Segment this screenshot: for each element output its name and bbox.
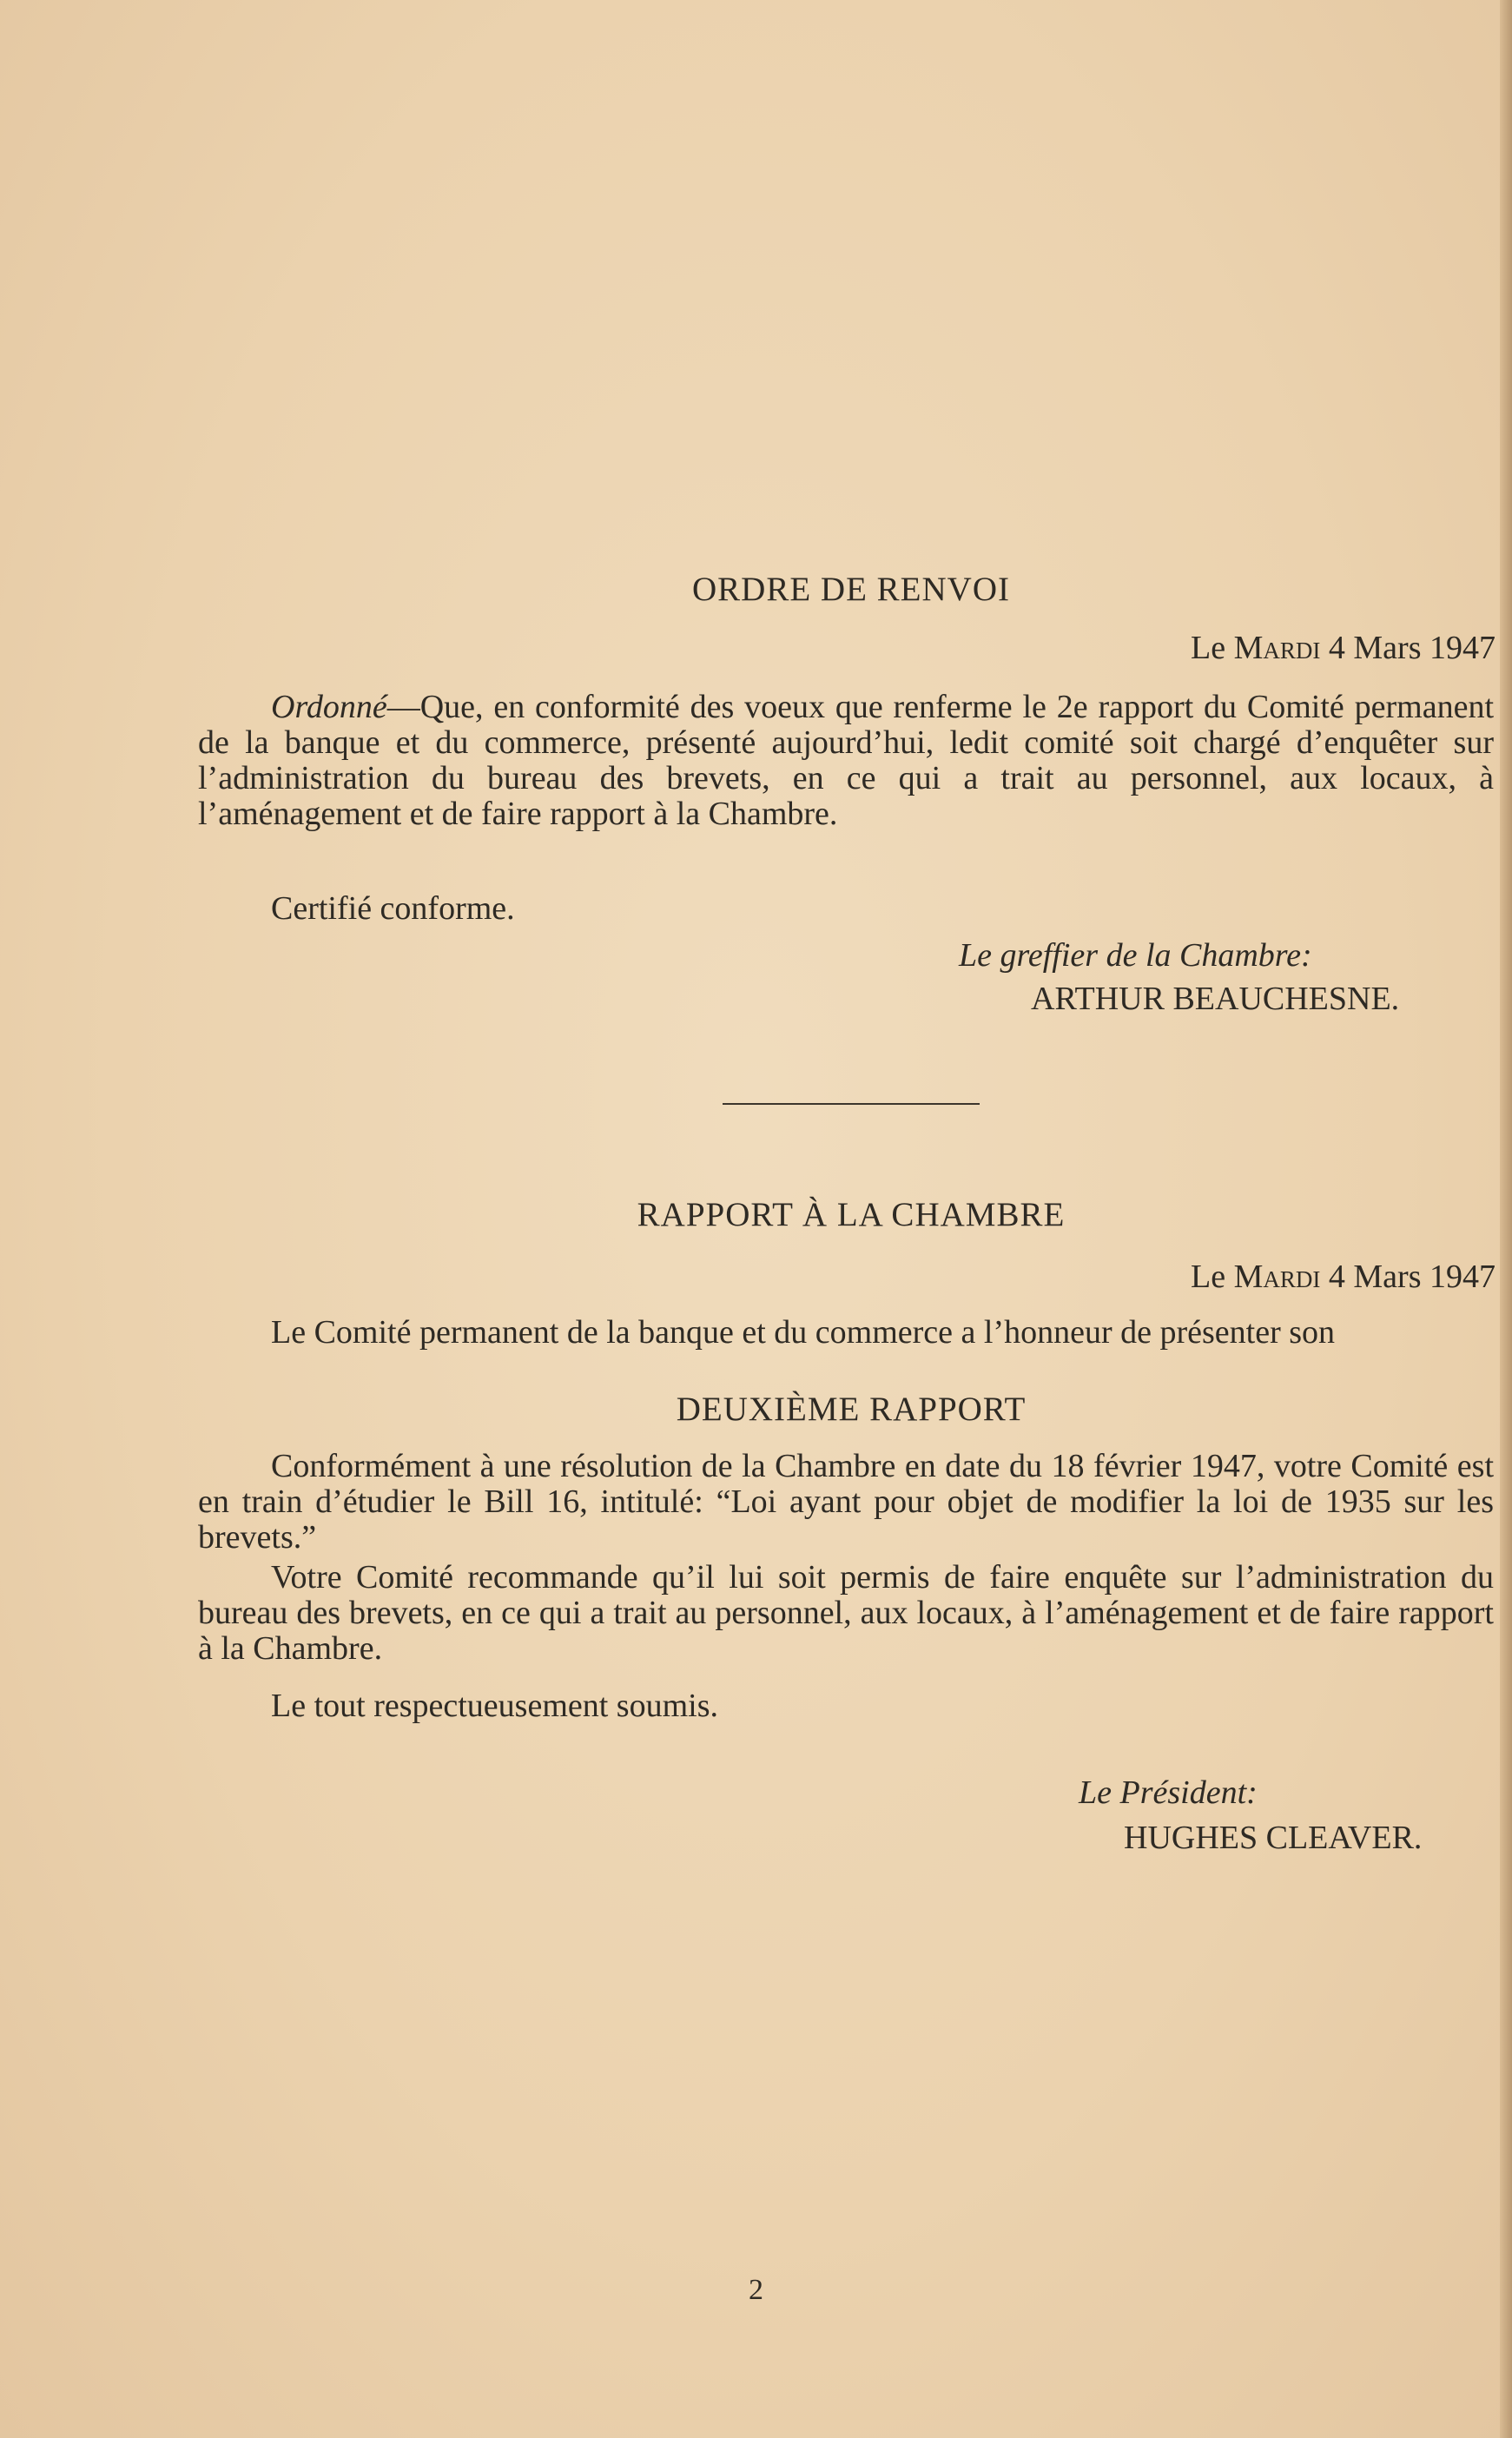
order-lead: Ordonné — [271, 689, 387, 725]
order-signer-name: ARTHUR BEAUCHESNE. — [1031, 981, 1400, 1017]
order-date — [198, 631, 1495, 666]
order-date-prefix: Le — [1191, 630, 1226, 666]
report-subheading: DEUXIÈME RAPPORT — [676, 1391, 1027, 1428]
report-date — [198, 1259, 1495, 1295]
report-paragraph-2: Votre Comité recommande qu’il lui soit permis de faire enquête sur l’administration du bureau des brevets, en ce qui a trait au personnel, aux locaux, à l’aménagement et de faire rapport à la Chambre. — [198, 1559, 1494, 1667]
order-certified: Certifié conforme. — [271, 890, 515, 927]
report-date-day: Mardi — [1233, 1259, 1321, 1295]
order-date-rest: 4 Mars 1947 — [1328, 630, 1495, 666]
report-signer-title: Le Président: — [1079, 1774, 1258, 1811]
report-paragraph-1: Conformément à une résolution de la Chambre en date du 18 février 1947, votre Comité est en train d’étudier le Bill 16, intitulé: “Loi ayant pour objet de modifier la loi de 1935 sur les brevets.” — [198, 1448, 1494, 1556]
report-intro: Le Comité permanent de la banque et du commerce a l’honneur de présenter son — [271, 1314, 1336, 1351]
order-signer-title: Le greffier de la Chambre: — [959, 937, 1312, 974]
order-body: —Que, en conformité des voeux que renferme le 2e rapport du Comité permanent de la banque et du commerce, présenté aujourd’hui, ledit comité soit chargé d’enquêter sur l’administration du bureau des brevets, en ce qui a trait au personnel, aux locaux, à l’aménagement et de faire rapport à la Chambre. — [198, 689, 1494, 832]
order-date-day: Mardi — [1233, 630, 1321, 666]
report-date-rest: 4 Mars 1947 — [1328, 1259, 1495, 1295]
report-closing: Le tout respectueusement soumis. — [271, 1688, 718, 1724]
order-heading: ORDRE DE RENVOI — [692, 571, 1010, 608]
page-number: 2 — [749, 2274, 763, 2306]
section-divider — [723, 1103, 980, 1105]
report-signer-name: HUGHES CLEAVER. — [1124, 1820, 1423, 1856]
order-paragraph — [198, 690, 1494, 832]
report-date-prefix: Le — [1191, 1259, 1226, 1295]
report-heading: RAPPORT À LA CHAMBRE — [637, 1196, 1066, 1233]
